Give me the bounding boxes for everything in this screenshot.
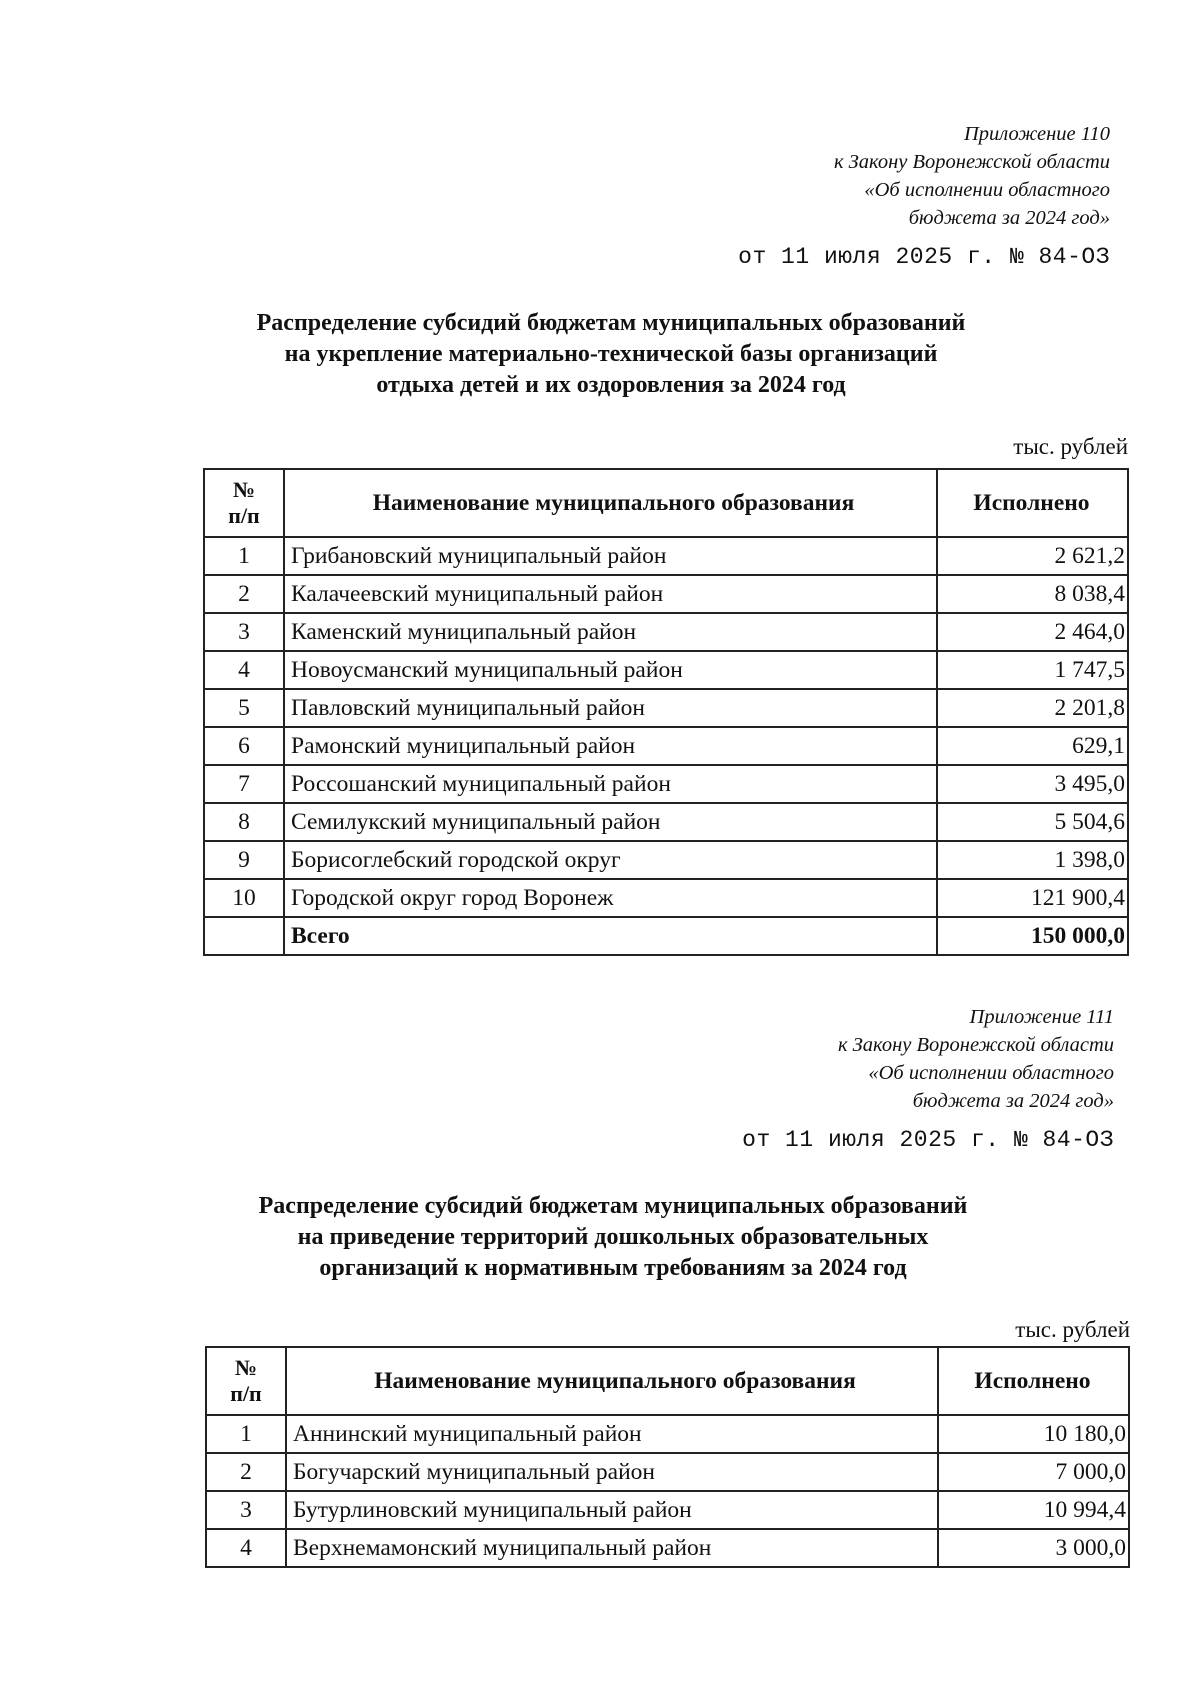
row-num: 9 bbox=[204, 841, 284, 879]
table-header-row bbox=[206, 1347, 1129, 1415]
appendix-111-unit: тыс. рублей bbox=[1015, 1317, 1130, 1342]
row-num: 1 bbox=[206, 1415, 286, 1453]
header-num-abbr: п/п bbox=[228, 503, 260, 528]
title-line: Распределение субсидий бюджетам муниципальных образований bbox=[256, 310, 966, 336]
row-name: Городской округ город Воронеж bbox=[284, 879, 937, 917]
header-num-symbol: № bbox=[234, 1355, 258, 1380]
total-label: Всего bbox=[284, 917, 937, 955]
row-value: 10 994,4 bbox=[938, 1491, 1129, 1529]
row-name: Россошанский муниципальный район bbox=[284, 765, 937, 803]
appendix-111-line-2: к Закону Воронежской области bbox=[837, 1034, 1114, 1056]
header-value: Исполнено bbox=[938, 1347, 1129, 1415]
table-row bbox=[204, 803, 1128, 841]
row-value: 3 495,0 bbox=[937, 765, 1128, 803]
row-num: 4 bbox=[204, 651, 284, 689]
row-num: 1 bbox=[204, 537, 284, 575]
row-value: 1 747,5 bbox=[937, 651, 1128, 689]
appendix-111-line-3: «Об исполнении областного bbox=[868, 1062, 1114, 1084]
appendix-110-header bbox=[834, 120, 1110, 232]
row-value: 3 000,0 bbox=[938, 1529, 1129, 1567]
table-row bbox=[204, 575, 1128, 613]
row-value: 7 000,0 bbox=[938, 1453, 1129, 1491]
row-num: 8 bbox=[204, 803, 284, 841]
row-name: Семилукский муниципальный район bbox=[284, 803, 937, 841]
table-row bbox=[206, 1529, 1129, 1567]
appendix-110-unit: тыс. рублей bbox=[1013, 434, 1128, 459]
header-name: Наименование муниципального образования bbox=[286, 1347, 938, 1415]
table-total-row bbox=[204, 917, 1128, 955]
row-name: Богучарский муниципальный район bbox=[286, 1453, 938, 1491]
appendix-110-title bbox=[0, 308, 1200, 401]
table-row bbox=[204, 689, 1128, 727]
table-row bbox=[206, 1415, 1129, 1453]
appendix-110-line-2: к Закону Воронежской области bbox=[833, 151, 1110, 173]
title-line: Распределение субсидий бюджетам муниципальных образований bbox=[258, 1193, 968, 1219]
appendix-110-line-4: бюджета за 2024 год» bbox=[908, 207, 1110, 229]
row-name: Калачеевский муниципальный район bbox=[284, 575, 937, 613]
title-line: на укрепление материально-технической базы организаций bbox=[284, 341, 938, 367]
row-num: 2 bbox=[204, 575, 284, 613]
row-value: 629,1 bbox=[937, 727, 1128, 765]
row-name: Бутурлиновский муниципальный район bbox=[286, 1491, 938, 1529]
table-row bbox=[206, 1491, 1129, 1529]
row-name: Грибановский муниципальный район bbox=[284, 537, 937, 575]
appendix-110-table bbox=[203, 468, 1129, 956]
row-value: 2 201,8 bbox=[937, 689, 1128, 727]
total-value: 150 000,0 bbox=[937, 917, 1128, 955]
total-num-empty bbox=[204, 917, 284, 955]
row-name: Рамонский муниципальный район bbox=[284, 727, 937, 765]
row-num: 2 bbox=[206, 1453, 286, 1491]
row-value: 2 621,2 bbox=[937, 537, 1128, 575]
appendix-111-title bbox=[0, 1191, 1200, 1284]
row-value: 5 504,6 bbox=[937, 803, 1128, 841]
appendix-111-line-1: Приложение 111 bbox=[969, 1006, 1114, 1028]
header-num bbox=[204, 469, 284, 537]
appendix-111-line-4: бюджета за 2024 год» bbox=[912, 1090, 1114, 1112]
row-name: Борисоглебский городской округ bbox=[284, 841, 937, 879]
table-row bbox=[204, 879, 1128, 917]
row-num: 5 bbox=[204, 689, 284, 727]
table-row bbox=[204, 727, 1128, 765]
row-num: 7 bbox=[204, 765, 284, 803]
appendix-110-line-1: Приложение 110 bbox=[963, 123, 1110, 145]
table-row bbox=[204, 765, 1128, 803]
row-value: 2 464,0 bbox=[937, 613, 1128, 651]
row-value: 1 398,0 bbox=[937, 841, 1128, 879]
header-num-abbr: п/п bbox=[230, 1381, 262, 1406]
appendix-110-date: от 11 июля 2025 г. № 84-ОЗ bbox=[738, 244, 1110, 270]
row-num: 3 bbox=[204, 613, 284, 651]
title-line: отдыха детей и их оздоровления за 2024 год bbox=[376, 372, 846, 398]
table-row bbox=[204, 841, 1128, 879]
table-header-row bbox=[204, 469, 1128, 537]
row-name: Павловский муниципальный район bbox=[284, 689, 937, 727]
table-row bbox=[204, 537, 1128, 575]
appendix-111-table bbox=[205, 1346, 1130, 1568]
header-num-symbol: № bbox=[232, 477, 256, 502]
appendix-111-header bbox=[838, 1003, 1114, 1115]
row-num: 10 bbox=[204, 879, 284, 917]
row-name: Новоусманский муниципальный район bbox=[284, 651, 937, 689]
row-num: 4 bbox=[206, 1529, 286, 1567]
header-num bbox=[206, 1347, 286, 1415]
row-name: Каменский муниципальный район bbox=[284, 613, 937, 651]
row-num: 6 bbox=[204, 727, 284, 765]
row-name: Аннинский муниципальный район bbox=[286, 1415, 938, 1453]
row-value: 121 900,4 bbox=[937, 879, 1128, 917]
appendix-111-date: от 11 июля 2025 г. № 84-ОЗ bbox=[742, 1127, 1114, 1153]
row-name: Верхнемамонский муниципальный район bbox=[286, 1529, 938, 1567]
title-line: на приведение территорий дошкольных образовательных bbox=[297, 1224, 929, 1250]
row-value: 8 038,4 bbox=[937, 575, 1128, 613]
table-row bbox=[204, 613, 1128, 651]
appendix-110-line-3: «Об исполнении областного bbox=[864, 179, 1110, 201]
header-name: Наименование муниципального образования bbox=[284, 469, 937, 537]
table-row bbox=[204, 651, 1128, 689]
header-value: Исполнено bbox=[937, 469, 1128, 537]
row-num: 3 bbox=[206, 1491, 286, 1529]
row-value: 10 180,0 bbox=[938, 1415, 1129, 1453]
title-line: организаций к нормативным требованиям за 2024 год bbox=[319, 1255, 907, 1281]
table-row bbox=[206, 1453, 1129, 1491]
